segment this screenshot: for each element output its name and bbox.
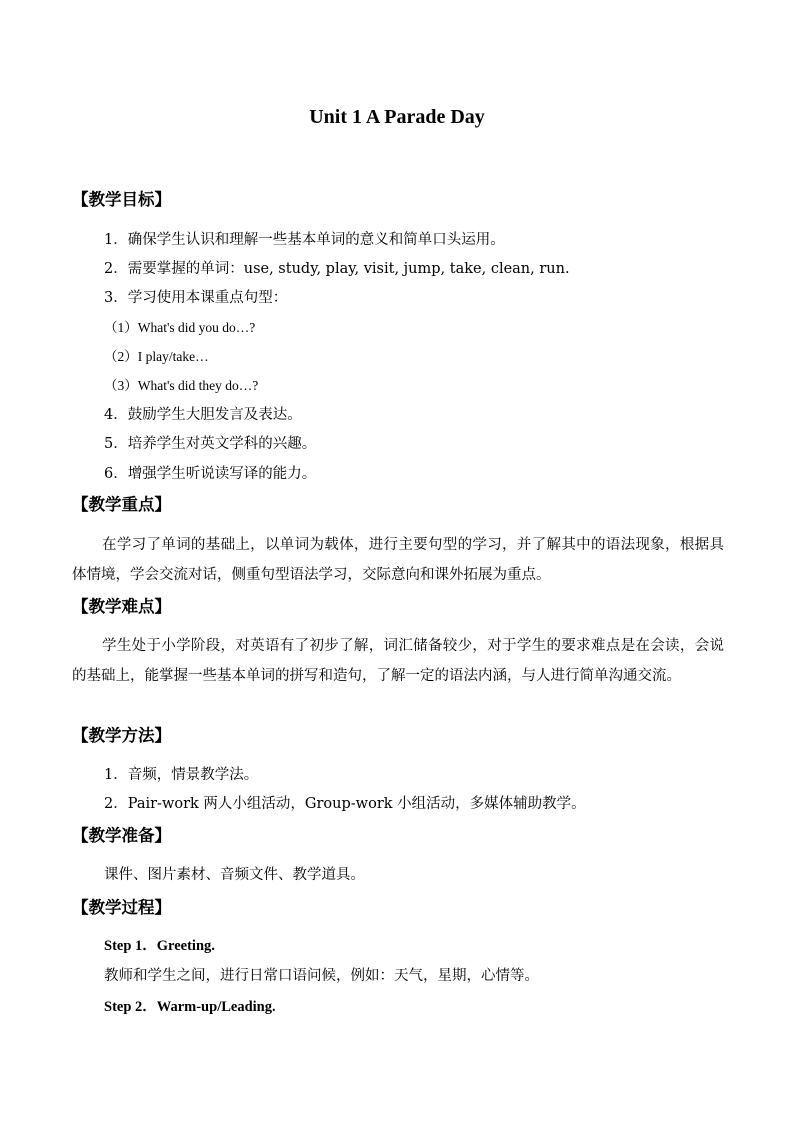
objective-sentence: （2）I play/take… (104, 349, 209, 364)
heading-key-points: 【教学重点】 (72, 495, 171, 514)
heading-preparation: 【教学准备】 (72, 826, 171, 845)
step-2-title: Step 2．Warm-up/Leading. (104, 999, 276, 1015)
objective-sentence: （1）What's did you do…? (104, 320, 256, 335)
objective-item: 2．需要掌握的单词：use, study, play, visit, jump, take, clean, run. (104, 261, 570, 277)
objective-sentence: （3）What's did they do…? (104, 378, 259, 393)
heading-objectives: 【教学目标】 (72, 190, 171, 209)
objective-item: 5．培养学生对英文学科的兴趣。 (104, 436, 317, 452)
heading-difficulties: 【教学难点】 (72, 597, 171, 616)
document-title: Unit 1 A Parade Day (309, 106, 485, 128)
objective-item: 4．鼓励学生大胆发言及表达。 (104, 407, 302, 423)
key-points-paragraph: 在学习了单词的基础上，以单词为载体，进行主要句型的学习，并了解其中的语法现象，根据具体情境，学会交流对话，侧重句型语法学习，交际意向和课外拓展为重点。 (72, 537, 724, 583)
heading-methods: 【教学方法】 (72, 726, 171, 745)
step-1-text: 教师和学生之间，进行日常口语问候，例如：天气，星期，心情等。 (104, 968, 539, 984)
method-item: 2．Pair-work 两人小组活动，Group-work 小组活动，多媒体辅助教学。 (104, 796, 586, 812)
step-1-title: Step 1．Greeting. (104, 938, 215, 954)
objective-item: 1．确保学生认识和理解一些基本单词的意义和简单口头运用。 (104, 232, 505, 248)
preparation-text: 课件、图片素材、音频文件、教学道具。 (104, 867, 365, 883)
heading-process: 【教学过程】 (72, 898, 171, 917)
method-item: 1．音频，情景教学法。 (104, 767, 259, 783)
objective-item: 6．增强学生听说读写译的能力。 (104, 466, 317, 482)
difficulties-paragraph: 学生处于小学阶段，对英语有了初步了解，词汇储备较少，对于学生的要求难点是在会读，会说的基础上，能掌握一些基本单词的拼写和造句，了解一定的语法内涵，与人进行简单沟通交流。 (72, 638, 724, 684)
objective-item: 3．学习使用本课重点句型： (104, 290, 288, 306)
